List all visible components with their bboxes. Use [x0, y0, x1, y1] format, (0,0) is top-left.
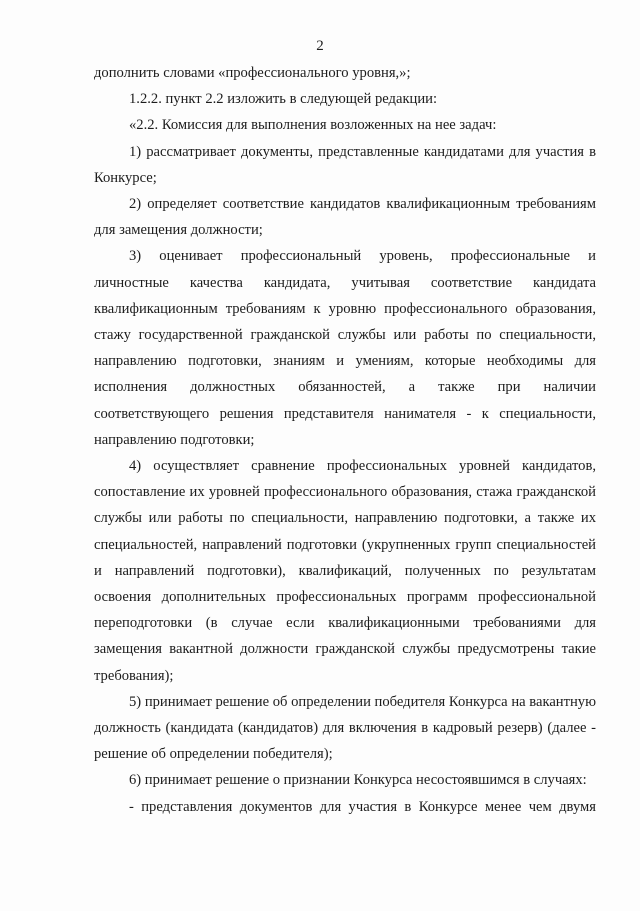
sub-item-dash: - представления документов для участия в Конкурсе менее чем двумя [129, 798, 596, 815]
paragraph-continuation: дополнить словами «профессионального уровня,»; [94, 65, 411, 81]
list-item-5: 5) принимает решение об определении победителя Конкурса на вакантную должность (кандидата (кандидатов) для включения в кадровый резерв) (далее - решение об определении победителя); [94, 693, 596, 763]
list-item-1: 1) рассматривает документы, представленные кандидатами для участия в Конкурсе; [94, 143, 596, 186]
list-item-6: 6) принимает решение о признании Конкурса несостоявшимся в случаях: [129, 772, 587, 789]
paragraph-2-2: «2.2. Комиссия для выполнения возложенных на нее задач: [129, 117, 497, 134]
list-item-3: 3) оценивает профессиональный уровень, профессиональные и личностные качества кандидата, учитывая соответствие кандидата квалификационным требованиям к уровню профессионального образования, стажу государственной гражданской службы или работы по специальности, направлению подготовки, знаниям и умениям, которые необходимы для исполнения должностных обязанностей, а также при наличии соответствующего решения представителя нанимателя - к специальности, направлению подготовки; [94, 248, 596, 448]
list-item-4: 4) осуществляет сравнение профессиональных уровней кандидатов, сопоставление их уровней профессионального образования, стажа гражданской службы или работы по специальности, направлению подготовки, а также их специальностей, направлений подготовки (укрупненных групп специальностей и направлений подготовки), квалификаций, полученных по результатам освоения дополнительных профессиональных программ профессиональной переподготовки (в случае если квалификационными требованиями для замещения вакантной должности гражданской службы предусмотрены такие требования); [94, 458, 596, 684]
paragraph-1-2-2: 1.2.2. пункт 2.2 изложить в следующей редакции: [129, 91, 438, 108]
document-body [94, 60, 596, 820]
list-item-2: 2) определяет соответствие кандидатов квалификационным требованиям для замещения должности; [94, 196, 596, 239]
page-number: 2 [316, 38, 324, 54]
